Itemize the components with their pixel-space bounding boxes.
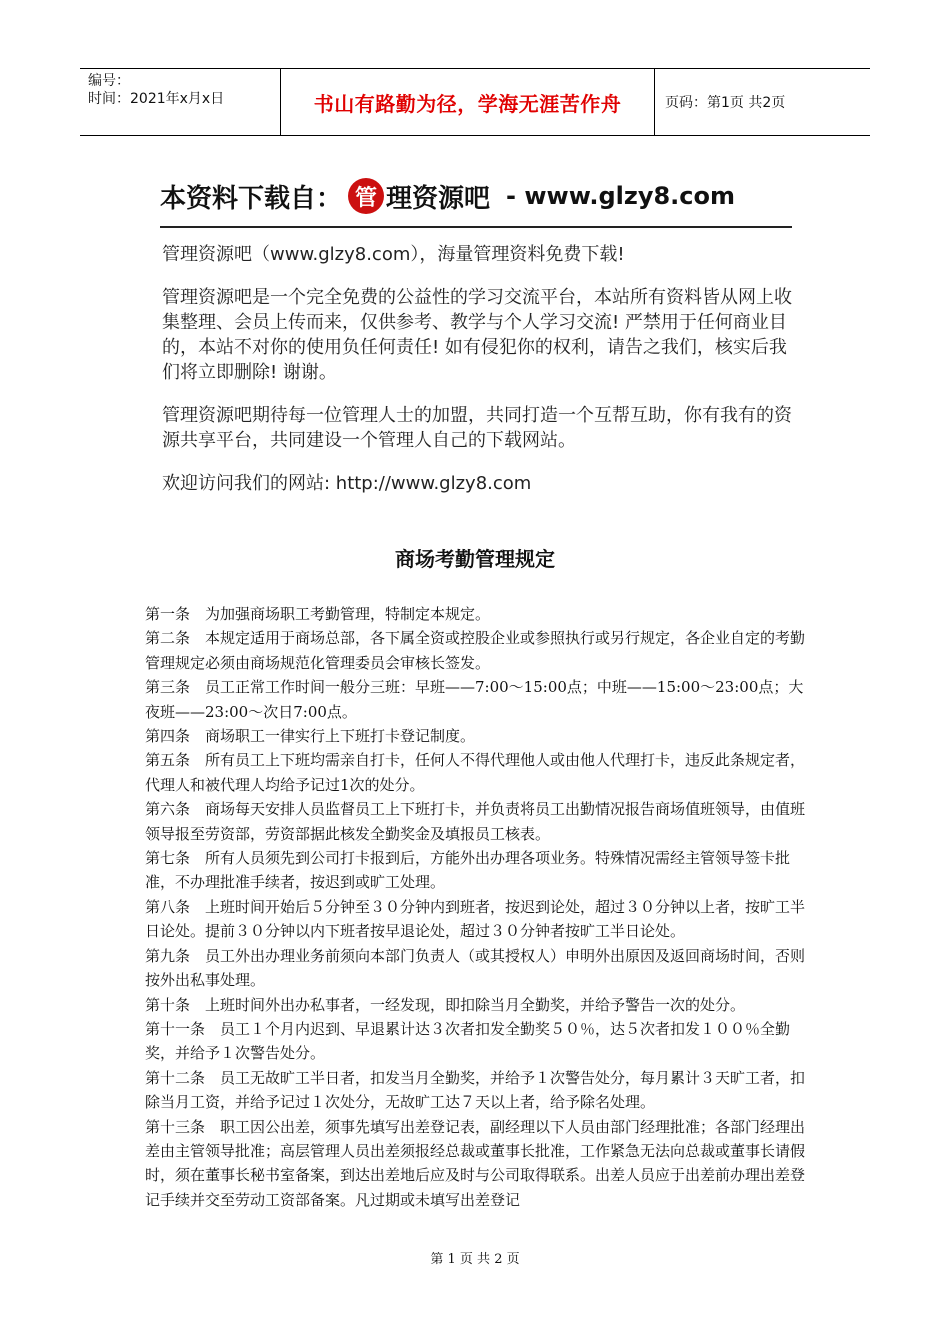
- article-10: 第十条 上班时间外出办私事者，一经发现，即扣除当月全勤奖，并给予警告一次的处分。: [145, 995, 746, 1014]
- page-footer: 第 1 页 共 2 页: [430, 1252, 520, 1267]
- header-meta: [80, 69, 280, 135]
- banner-divider: [160, 226, 792, 228]
- article-1: 第一条 为加强商场职工考勤管理，特制定本规定。: [145, 605, 491, 623]
- banner-site-name: 理资源吧: [386, 183, 491, 214]
- article-7: 第七条 所有人员须先到公司打卡报到后，方能外出办理各项业务。特殊情况需经主管领导签卡批准，不办理批准手续者，按迟到或旷工处理。: [145, 849, 791, 892]
- article-2: 第二条 本规定适用于商场总部，各下属全资或控股企业或参照执行或另行规定，各企业自定的考勤管理规定必须由商场规范化管理委员会审核长签发。: [145, 629, 806, 672]
- site-logo-icon: 管: [348, 178, 384, 214]
- document-number: 编号：: [88, 73, 130, 89]
- document-title: 商场考勤管理规定: [395, 547, 555, 571]
- document-time: 时间：2021年x月x日: [88, 91, 225, 107]
- intro-paragraph: 管理资源吧期待每一位管理人士的加盟，共同打造一个互帮互助，你有我有的资源共享平台，共同建设一个管理人自己的下载网站。: [162, 405, 792, 451]
- article-6: 第六条 商场每天安排人员监督员工上下班打卡，并负责将员工出勤情况报告商场值班领导，由值班领导报至劳资部，劳资部据此核发全勤奖金及填报员工核表。: [145, 800, 806, 843]
- intro-block: [162, 242, 802, 514]
- article-5: 第五条 所有员工上下班均需亲自打卡，任何人不得代理他人或由他人代理打卡，违反此条规定者，代理人和被代理人均给予记过1次的处分。: [145, 751, 806, 794]
- article-12: 第十二条 员工无故旷工半日者，扣发当月全勤奖，并给予１次警告处分，每月累计３天旷工者，扣除当月工资，并给予记过１次处分，无故旷工达７天以上者，给予除名处理。: [145, 1068, 806, 1112]
- article-3: 第三条 员工正常工作时间一般分三班：早班——7:00～15:00点；中班——15:00～23:00点；大夜班——23:00～次日7:00点。: [145, 678, 804, 721]
- article-9: 第九条 员工外出办理业务前须向本部门负责人（或其授权人）申明外出原因及返回商场时间，否则按外出私事处理。: [145, 946, 806, 990]
- header-page-info: [655, 69, 870, 135]
- article-4: 第四条 商场职工一律实行上下班打卡登记制度。: [145, 727, 476, 746]
- intro-paragraph: 管理资源吧（www.glzy8.com），海量管理资料免费下载!: [162, 244, 625, 265]
- document-header: [80, 68, 870, 136]
- article-11: 第十一条 员工１个月内迟到、早退累计达３次者扣发全勤奖５０％，达５次者扣发１００％全勤奖，并给予１次警告处分。: [145, 1019, 791, 1063]
- article-13: 第十三条 职工因公出差，须事先填写出差登记表，副经理以下人员由部门经理批准；各部门经理出差由主管领导批准；高层管理人员出差须报经总裁或董事长批准，工作紧急无法向总裁或董事长请假时，须在董事长秘书室备案，到达出差地后应及时与公司取得联系。出差人员应于出差前办理出差登记手续并交至劳动工资部备案。凡过期或未填写出差登记: [145, 1117, 806, 1209]
- articles-body: [145, 602, 813, 1212]
- page-info: 页码：第1页 共2页: [665, 95, 786, 111]
- header-motto-cell: [280, 69, 655, 135]
- intro-paragraph: 管理资源吧是一个完全免费的公益性的学习交流平台，本站所有资料皆从网上收集整理、会员上传而来，仅供参考、教学与个人学习交流! 严禁用于任何商业目的，本站不对你的使用负任何责任! 如有侵犯你的权利，请告之我们，核实后我们将立即删除! 谢谢。: [162, 287, 792, 383]
- banner-url[interactable]: - www.glzy8.com: [506, 182, 736, 210]
- banner-prefix: 本资料下载自：: [160, 183, 343, 214]
- source-banner: [160, 165, 792, 227]
- header-motto: 书山有路勤为径，学海无涯苦作舟: [313, 91, 622, 116]
- article-8: 第八条 上班时间开始后５分钟至３０分钟内到班者，按迟到论处，超过３０分钟以上者，按旷工半日论处。提前３０分钟以内下班者按早退论处，超过３０分钟者按旷工半日论处。: [145, 897, 806, 941]
- intro-website-link[interactable]: 欢迎访问我们的网站: http://www.glzy8.com: [162, 473, 532, 494]
